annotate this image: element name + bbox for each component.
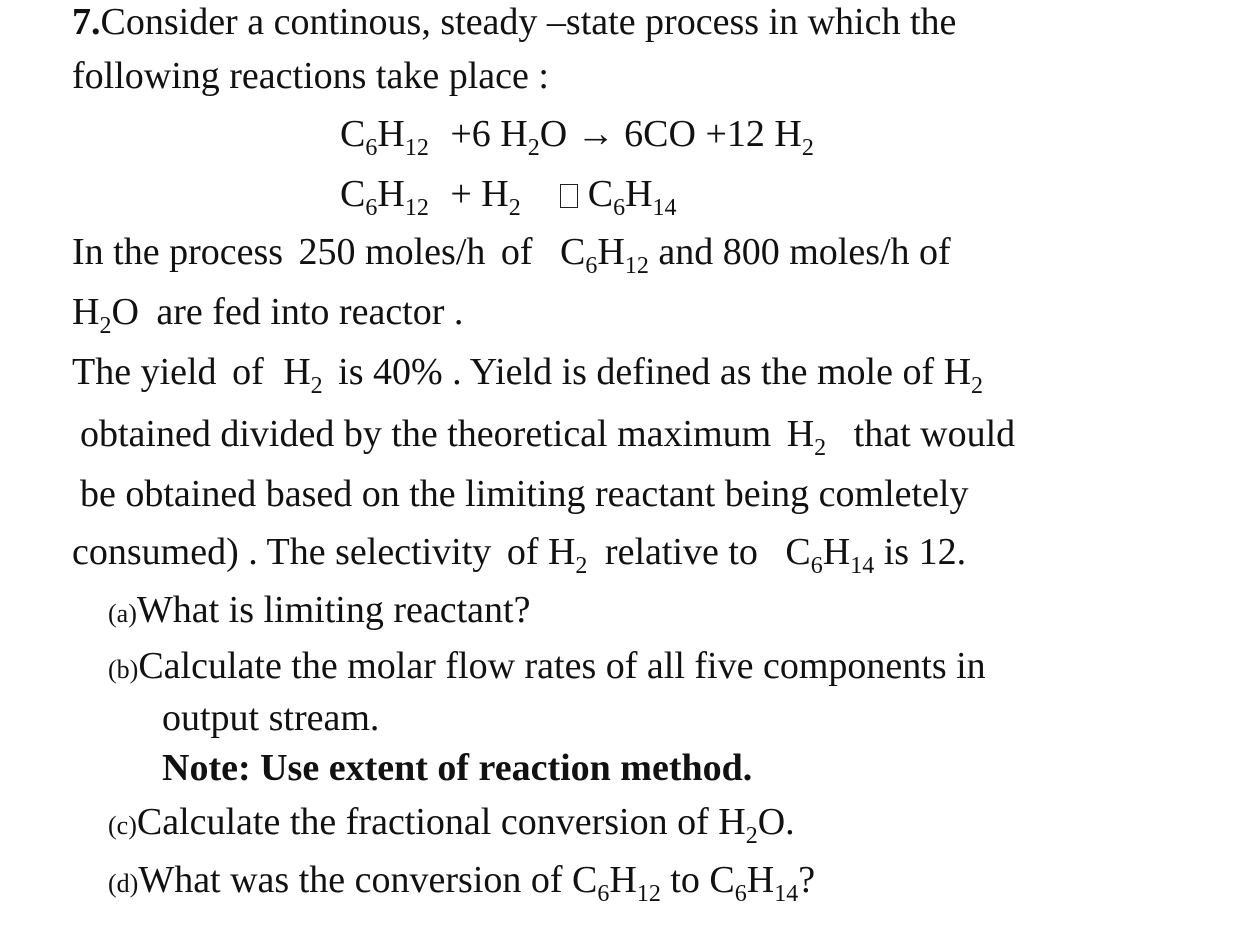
reaction-2: $C_6H_{12} + H_2$ $C_6H_{14}$ [340,173,677,221]
question-intro-line1: 7.Consider a continous, steady –state process in which the [72,1,957,43]
yield-line-2: obtained divided by the theoretical maximum $H_2$ that would [80,413,1016,461]
part-a-label: (a) [108,599,137,628]
yield-line-3: be obtained based on the limiting reactant being comletely [80,473,969,515]
feed-line-2: $H_2O$ are fed into reactor . [72,291,464,339]
question-intro-line2: following reactions take place : [72,55,549,97]
part-b-continued: output stream. [162,697,380,739]
reaction-1: $C_6H_{12} +6$ $H_2O \to 6CO +12$ $H_2$ [340,113,814,161]
part-c-label: (c) [108,811,137,840]
part-d: (d)What was the conversion of $C_6H_{12}$ to $C_6H_{14}$? [108,859,816,907]
yield-line-1: The yield of $H_2$ is 40% . Yield is defined as the mole of $H_2$ [72,351,984,399]
part-c: (c)Calculate the fractional conversion of $H_2O$. [108,801,795,849]
part-b: (b)Calculate the molar flow rates of all five components in [108,645,986,687]
missing-arrow-glyph [560,184,578,208]
reaction-arrow: → [576,113,615,155]
part-b-note: Note: Use extent of reaction method. [162,747,753,789]
part-b-label: (b) [108,655,139,684]
question-number: 7. [72,1,101,43]
feed-line-1: In the process 250 moles/h of $C_6H_{12}$ and 800 moles/h of [72,231,951,279]
part-d-label: (d) [108,869,139,898]
yield-line-4: consumed) . The selectivity of $H_2$ relative to $C_6H_{14}$ is 12. [72,531,967,579]
part-a: (a)What is limiting reactant? [108,589,531,631]
